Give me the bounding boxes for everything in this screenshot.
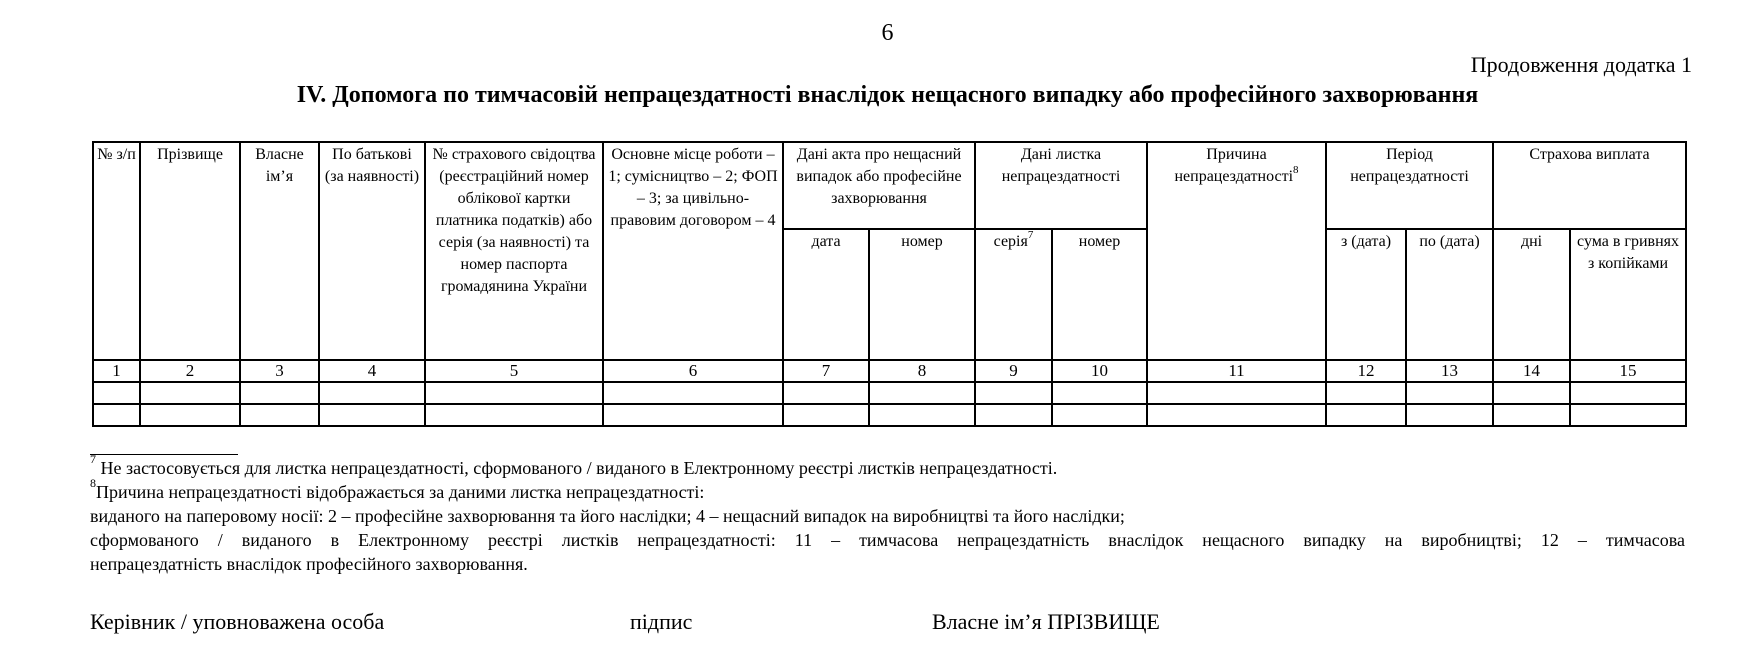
empty-cell	[1052, 382, 1147, 404]
header-first-name: Власне ім’я	[240, 142, 319, 360]
empty-cell	[975, 382, 1052, 404]
empty-cell	[1570, 382, 1686, 404]
empty-cell	[1052, 404, 1147, 426]
empty-cell	[240, 382, 319, 404]
footnote-separator	[90, 454, 238, 455]
empty-table-row	[93, 404, 1686, 426]
footnote-8-mark: 8	[90, 476, 96, 490]
header-act-date: дата	[783, 229, 869, 360]
empty-cell	[140, 404, 240, 426]
column-number: 2	[140, 360, 240, 382]
header-period: Період непрацездатності	[1326, 142, 1493, 229]
empty-cell	[1326, 404, 1406, 426]
column-number: 10	[1052, 360, 1147, 382]
footnote-7-text: Не застосовується для листка непрацездатності, сформованого / виданого в Електронному реєстрі листків непрацездатності.	[96, 458, 1058, 478]
empty-cell	[869, 404, 975, 426]
continuation-label: Продовження додатка 1	[1470, 52, 1692, 77]
header-amount: сума в гривнях з копійками	[1570, 229, 1686, 360]
column-number: 6	[603, 360, 783, 382]
footnote-8	[90, 476, 1685, 504]
report-table	[92, 141, 1687, 427]
footnotes	[90, 452, 1685, 576]
footnote-7	[90, 452, 1685, 480]
empty-cell	[975, 404, 1052, 426]
empty-cell	[93, 382, 140, 404]
column-number: 5	[425, 360, 603, 382]
empty-table-row	[93, 382, 1686, 404]
page-number: 6	[881, 20, 894, 46]
empty-cell	[425, 382, 603, 404]
empty-cell	[240, 404, 319, 426]
column-number: 1	[93, 360, 140, 382]
column-number: 12	[1326, 360, 1406, 382]
empty-cell	[140, 382, 240, 404]
empty-cell	[1406, 382, 1493, 404]
header-sick-leave: Дані листка непрацездатності	[975, 142, 1147, 229]
header-number: № з/п	[93, 142, 140, 360]
empty-cell	[1326, 382, 1406, 404]
empty-cell	[1570, 404, 1686, 426]
column-number: 11	[1147, 360, 1326, 382]
header-work-place: Основне місце роботи – 1; сумісництво – 2; ФОП – 3; за цивільно-правовим договором – 4	[603, 142, 783, 360]
empty-cell	[319, 404, 425, 426]
empty-cell	[93, 404, 140, 426]
header-sick-series-text: серія	[993, 233, 1028, 250]
footnote-ref-8: 8	[1293, 164, 1299, 176]
column-number: 7	[783, 360, 869, 382]
footnote-electronic-line-end: непрацездатність внаслідок професійного захворювання.	[90, 554, 528, 574]
column-number: 15	[1570, 360, 1686, 382]
footnote-electronic-line: сформованого / виданого в Електронному реєстрі листків непрацездатності: 11 – тимчасова непрацездатність внаслідок нещасного випадку на виробництві; 12 – тимчасова	[90, 530, 1685, 550]
header-days: дні	[1493, 229, 1570, 360]
signature-role: Керівник / уповноважена особа	[90, 609, 385, 634]
header-sick-series	[975, 229, 1052, 360]
column-number: 4	[319, 360, 425, 382]
footnote-8-text: Причина непрацездатності відображається за даними листка непрацездатності:	[96, 482, 705, 502]
empty-cell	[783, 404, 869, 426]
empty-cell	[1493, 382, 1570, 404]
header-accident-act: Дані акта про нещасний випадок або професійне захворювання	[783, 142, 975, 229]
section-title: IV. Допомога по тимчасовій непрацездатності внаслідок нещасного випадку або професійного захворювання	[296, 82, 1479, 108]
header-sick-number: номер	[1052, 229, 1147, 360]
header-surname: Прізвище	[140, 142, 240, 360]
empty-cell	[1147, 404, 1326, 426]
footnote-ref-7: 7	[1027, 229, 1034, 241]
empty-cell	[783, 382, 869, 404]
header-period-to: по (дата)	[1406, 229, 1493, 360]
empty-cell	[603, 404, 783, 426]
header-cause-text: Причина непрацездатності	[1174, 146, 1294, 185]
column-number: 9	[975, 360, 1052, 382]
empty-cell	[1147, 382, 1326, 404]
footnote-paper-line: виданого на паперовому носії: 2 – професійне захворювання та його наслідки; 4 – нещасний випадок на виробництві та його наслідки;	[90, 506, 1125, 526]
footnote-7-mark: 7	[90, 452, 96, 466]
header-period-from: з (дата)	[1326, 229, 1406, 360]
empty-cell	[319, 382, 425, 404]
empty-cell	[1406, 404, 1493, 426]
empty-cell	[425, 404, 603, 426]
column-number-row	[93, 360, 1686, 382]
column-number: 3	[240, 360, 319, 382]
signature-name: Власне ім’я ПРІЗВИЩЕ	[932, 609, 1160, 634]
column-number: 13	[1406, 360, 1493, 382]
header-row-1	[93, 142, 1686, 229]
empty-cell	[869, 382, 975, 404]
header-insurance-id: № страхового свідоцтва (реєстраційний номер облікової картки платника податків) або серія (за наявності) та номер паспорта громадянина України	[425, 142, 603, 360]
empty-cell	[603, 382, 783, 404]
header-payment: Страхова виплата	[1493, 142, 1686, 229]
header-act-number: номер	[869, 229, 975, 360]
column-number: 14	[1493, 360, 1570, 382]
empty-cell	[1493, 404, 1570, 426]
signature-sign: підпис	[630, 609, 693, 634]
column-number: 8	[869, 360, 975, 382]
header-cause	[1147, 142, 1326, 360]
header-patronymic: По батькові (за наявності)	[319, 142, 425, 360]
